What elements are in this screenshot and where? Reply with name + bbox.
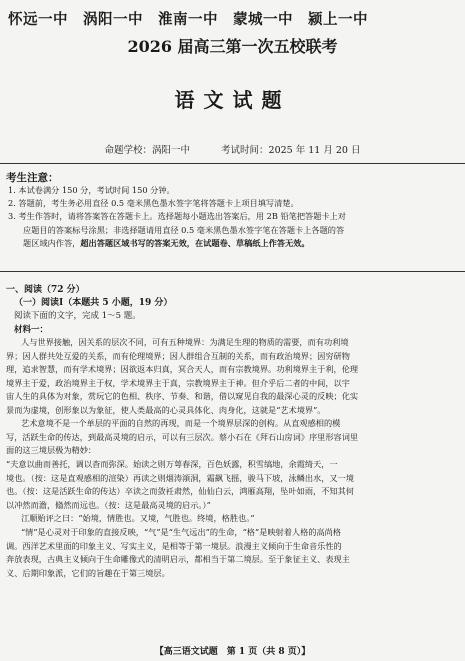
notice-item-3-line-2: 应题目的答案标号涂黑；非选择题请用直径 0.5 毫米黑色墨水签字笔在答题卡上各题的答 [23,224,345,235]
reading-1-heading: （一）阅读Ⅰ（本题共 5 小题，19 分） [14,298,173,308]
paragraph-line: 境界主于爱，政治境界主于权，学术境界主于真，宗教境界主于神。但介乎后二者的中间，以宇 [6,377,350,388]
paragraph-1 [6,336,458,417]
paragraph-line: 调。西洋艺术里面的印象主义、写实主义，是相等于第一境层。浪漫主义倾向于生命音乐性的 [6,540,342,551]
paragraph-line: 界；因人群共处互爱的关系，而有伦理境界；因人群组合互制的关系，而有政治境界；因穷研物 [6,350,350,361]
exam-title: 2026 届高三第一次五校联考 [127,37,338,56]
paragraph-line: 人与世界接触，因关系的层次不同，可有五种境界：为满足生理的物质的需要，而有功利境 [21,337,349,347]
notice-item-3-line-1: 3. 考生作答时，请将答案答在答题卡上。选择题每小题选出答案后，用 2B 铅笔把答题卡上对 [8,211,346,222]
paragraph-2 [6,417,458,458]
quote-block [6,458,458,512]
reading-instruction: 阅读下面的文字，完成 1～5 题。 [14,311,141,321]
subject-title: 语文试题 [174,88,291,112]
paragraph-line: “情”是心灵对于印象的直接反映，“气”是“生气远出”的生命，“格”是映射着人格的高尚格 [21,527,342,537]
exam-time: 考试时间：2025 年 11 月 20 日 [221,145,361,156]
notice-list [8,184,458,250]
quote-line: 以冲然而澹，翛然而远也。（按：这是最高灵境的启示。）” [6,499,211,510]
notice-heading: 考生注意： [6,172,59,184]
school-list: 怀远一中 涡阳一中 淮南一中 蒙城一中 颍上一中 [8,11,368,28]
page-footer: 【高三语文试题 第 1 页（共 8 页）】 [154,647,311,657]
top-divider [0,163,465,164]
paragraph-line: 写，活跃生命的传达，到最高灵境的启示，可以有三层次。蔡小石在《拜石山房词》序里形容词里 [6,431,359,442]
quote-line: 也。（按：这是活跃生命的传达）卒读之而敛衽肃然，仙仙白云，鸿雁高翔，坠叶如雨，不知其何 [6,486,354,496]
material-heading: 材料一： [14,325,49,335]
paragraph-line: 奔放表现，古典主义倾向于生命雕像式的清明启示，都相当于第二境层。至于象征主义、表现主 [6,554,350,564]
paragraph-line: 义、后期印象派，它们的旨趣在于第三境层。 [6,567,170,578]
quote-line: 境也。（按：这是直观感相的渲染）再读之则烟涛澒洞，霜飙飞摇，骏马下坡，泳鳞出水，又一境 [6,472,354,483]
paragraph-4 [6,526,458,580]
notice-item-1: 1. 本试卷满分 150 分，考试时间 150 分钟。 [8,185,175,195]
school-setter: 命题学校：涡阳一中 [104,145,191,156]
notice-item-2: 2. 答题前，考生务必用直径 0.5 毫米黑色墨水签字笔将答题卡上项目填写清楚。 [8,198,299,209]
notice-item-3-normal: 题区域内作答， [23,237,81,248]
exam-meta [0,142,465,156]
paragraph-line: 江顺贻评之曰：“始境，情胜也。又境，气胜也。终境，格胜也。” [21,513,255,523]
notice-item-3-line-3 [8,237,458,250]
quote-line: “夫意以曲而善托，调以杳而弥深。始读之则万萼春深，百色妖露，积雪缟地，余霞绮天，一 [6,459,338,469]
paragraph-line: 宙人生的具体为对象，赏玩它的色相、秩序、节奏、和谐，借以窥见自我的最深心灵的反映；化实 [6,391,359,401]
paragraph-line: 理，追求智慧，而有学术境界；因欲返本归真，冥合天人，而有宗教境界。功利境界主于利，伦理 [6,364,359,374]
paragraph-3 [6,512,458,526]
paragraph-line: 艺术意境不是一个单层的平面的自然的再现，而是一个境界层深的创构。从直观感相的模 [21,418,341,428]
notice-item-3-warning: 超出答题区域书写的答案无效，在试题卷、草稿纸上作答无效。 [80,237,310,248]
section-heading: 一、阅读（72 分） [6,285,85,295]
bottom-divider [0,271,465,272]
paragraph-line: 景而为虚境，创形象以为象征，使人类最高的心灵具体化、肉身化，这就是“艺术境界”。 [6,404,326,415]
paragraph-line: 面的这三境层极为精妙： [6,445,97,455]
